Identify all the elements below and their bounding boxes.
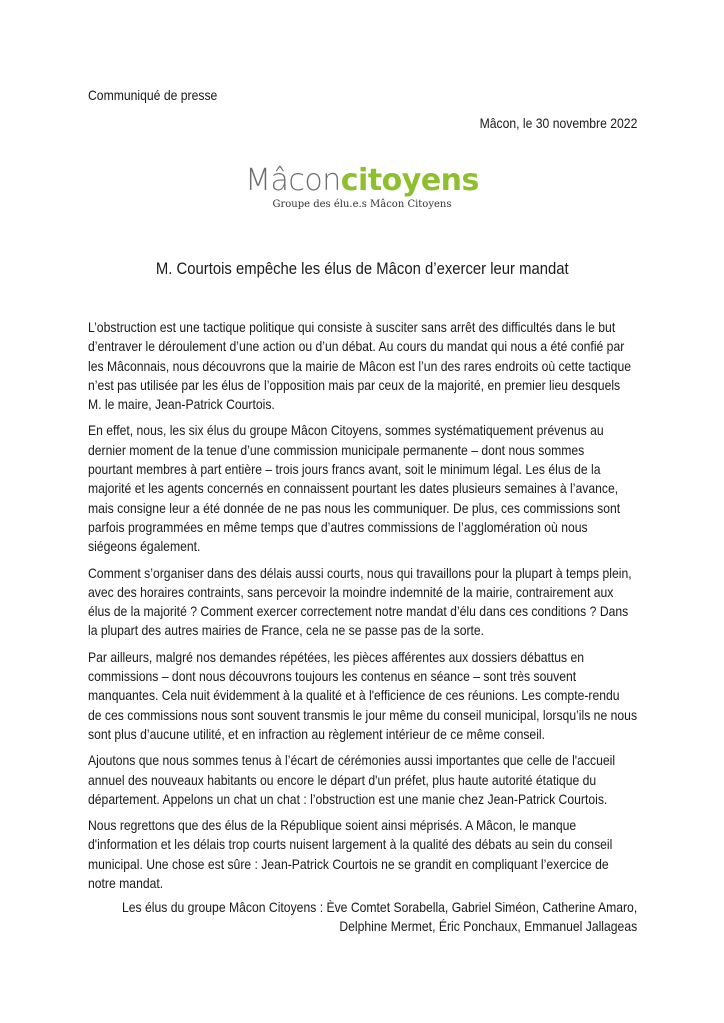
paragraph-line: la plupart des autres mairies de France, cela ne se passe pas de la sorte. <box>88 622 485 639</box>
paragraph <box>88 564 648 641</box>
paragraph-line: département. Appelons un chat un chat : l’obstruction est une manie chez Jean-Patrick Courtois. <box>88 790 608 807</box>
paragraph-line: dernier moment de la tenue d’une commission municipale permanente – dont nous sommes <box>88 441 585 458</box>
document-title-text: M. Courtois empêche les élus de Mâcon d’exercer leur mandat <box>155 260 569 278</box>
date-line: Mâcon, le 30 novembre 2022 <box>479 115 637 131</box>
paragraph-line: sont plus d’aucune utilité, et en infraction au règlement intérieur de ce même conseil. <box>88 725 546 742</box>
paragraph-line: d’entraver le déroulement d’une action ou d’un débat. Au cours du mandat qui nous a été confié par <box>88 338 625 355</box>
logo-word-light: Mâcon <box>245 163 341 198</box>
paragraph <box>88 421 648 556</box>
paragraph-line: manquantes. Cela nuit évidemment à la qualité et à l'efficience de ces réunions. Les compte-rendu <box>88 687 620 704</box>
paragraph-line: avec des horaires contraints, sans percevoir la moindre indemnité de la mairie, contrairement aux <box>88 583 614 600</box>
paragraph-line: parfois programmées en même temps que d’autres commissions de l’agglomération où nous <box>88 518 588 535</box>
signature-line: Les élus du groupe Mâcon Citoyens : Ève Comtet Sorabella, Gabriel Siméon, Catherine Amaro, <box>121 899 637 915</box>
paragraph-line: M. le maire, Jean-Patrick Courtois. <box>88 396 275 413</box>
paragraph <box>88 751 648 809</box>
paragraph-line: majorité et les agents concernés en connaissent pourtant les dates plusieurs semaines à l’avance, <box>88 480 619 497</box>
paragraph-line: siégeons également. <box>88 538 201 555</box>
paragraph-line: de ces commissions nous sont souvent transmis le jour même du conseil municipal, lorsqu’ils ne nous <box>88 706 638 723</box>
paragraph-line: Nous regrettons que des élus de la République soient ainsi méprisés. A Mâcon, le manque <box>88 817 577 834</box>
paragraph-line: commissions – dont nous découvrons toujours les contenus en séance – sont très souvent <box>88 668 577 685</box>
paragraph-line: L’obstruction est une tactique politique qui consiste à susciter sans arrêt des difficultés dans le but <box>88 319 616 335</box>
macon-citoyens-logo <box>0 164 724 210</box>
signature-block <box>45 898 637 937</box>
paragraph-line: n’est pas utilisée par les élus de l’opposition mais par ceux de la majorité, en premier lieu desquels <box>88 376 621 393</box>
paragraph-line: mais consigne leur a été donnée de ne pas nous les communiquer. De plus, ces commissions sont <box>88 499 621 516</box>
paragraph <box>88 648 648 744</box>
logo-word-bold: citoyens <box>340 163 479 198</box>
logo-subtitle: Groupe des élu.e.s Mâcon Citoyens <box>272 199 452 210</box>
paragraph-line: les Mâconnais, nous découvrons que la mairie de Mâcon est l’un des rares endroits où cette tactique <box>88 357 632 374</box>
paragraph-line: annuel des nouveaux habitants ou encore le départ d'un préfet, plus haute autorité étatique du <box>88 771 597 788</box>
paragraph <box>88 318 648 414</box>
paragraph <box>88 816 648 893</box>
paragraph-line: Comment s’organiser dans des délais aussi courts, nous qui travaillons pour la plupart à temps plein, <box>88 564 632 581</box>
paragraph-line: municipal. Une chose est sûre : Jean-Patrick Courtois ne se grandit en compliquant l’exercice de <box>88 855 609 872</box>
paragraph-line: En effet, nous, les six élus du groupe Mâcon Citoyens, sommes systématiquement prévenus au <box>88 422 604 439</box>
paragraph-line: élus de la majorité ? Comment exercer correctement notre mandat d’élu dans ces conditions ? Dans <box>88 603 629 620</box>
paragraph-line: notre mandat. <box>88 875 164 892</box>
paragraph-line: pourtant membres à part entière – trois jours francs avant, soit le minimum légal. Les élus de la <box>88 461 601 478</box>
signature-line: Delphine Mermet, Éric Ponchaux, Emmanuel Jallageas <box>339 918 637 935</box>
document-body <box>88 318 648 900</box>
paragraph-line: Ajoutons que nous sommes tenus à l’écart de cérémonies aussi importantes que celle de l'accueil <box>88 752 616 769</box>
document-type-label: Communiqué de presse <box>88 87 218 103</box>
logo-wordmark <box>0 164 724 198</box>
document-title <box>0 260 724 279</box>
paragraph-line: Par ailleurs, malgré nos demandes répétées, les pièces afférentes aux dossiers débattus en <box>88 648 585 665</box>
paragraph-line: d'information et les délais trop courts nuisent largement à la qualité des débats au sein du conseil <box>88 836 613 853</box>
